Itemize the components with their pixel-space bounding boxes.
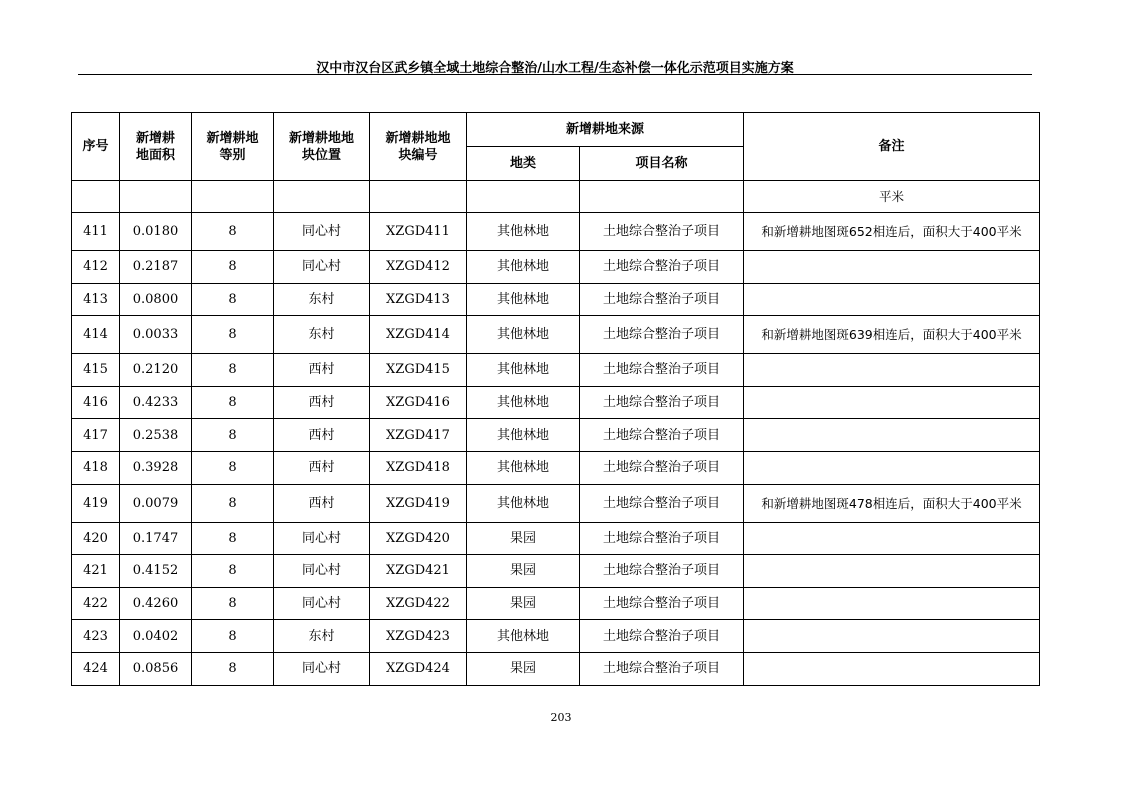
cell-location: 西村	[274, 419, 370, 452]
table-row	[72, 316, 1040, 354]
cell-grade: 8	[192, 620, 274, 653]
cell-grade: 8	[192, 451, 274, 484]
header-land-type: 地类	[467, 147, 580, 181]
cell-location: 同心村	[274, 587, 370, 620]
cell-project: 土地综合整治子项目	[580, 251, 744, 284]
cell-land-type: 其他林地	[467, 354, 580, 387]
table-row	[72, 283, 1040, 316]
cell-code: XZGD420	[370, 522, 467, 555]
cell-project: 土地综合整治子项目	[580, 283, 744, 316]
cell-grade: 8	[192, 386, 274, 419]
document-header-title: 汉中市汉台区武乡镇全域土地综合整治/山水工程/生态补偿一体化示范项目实施方案	[316, 61, 794, 76]
cell-grade: 8	[192, 652, 274, 685]
cell-land-type: 其他林地	[467, 283, 580, 316]
cell-area: 0.4152	[120, 555, 192, 588]
header-area: 新增耕地面积	[120, 113, 192, 181]
cell-land-type: 其他林地	[467, 251, 580, 284]
table-row	[72, 587, 1040, 620]
table-row	[72, 484, 1040, 522]
cell-project: 土地综合整治子项目	[580, 316, 744, 354]
cell-grade: 8	[192, 484, 274, 522]
cell-location: 西村	[274, 354, 370, 387]
cell-remark	[744, 419, 1040, 452]
cell-location: 西村	[274, 451, 370, 484]
cell-land-type: 果园	[467, 555, 580, 588]
cell-area: 0.0856	[120, 652, 192, 685]
cell-land-type: 其他林地	[467, 484, 580, 522]
table-row	[72, 451, 1040, 484]
cell-grade: 8	[192, 316, 274, 354]
cell-grade: 8	[192, 555, 274, 588]
cell-location: 同心村	[274, 213, 370, 251]
cell-remark	[744, 451, 1040, 484]
cell-remark	[744, 555, 1040, 588]
cell-land-type: 果园	[467, 587, 580, 620]
cell-project: 土地综合整治子项目	[580, 354, 744, 387]
cell-grade: 8	[192, 251, 274, 284]
cell-remark	[744, 620, 1040, 653]
cell-remark	[744, 522, 1040, 555]
cell-project: 土地综合整治子项目	[580, 419, 744, 452]
table-row	[72, 652, 1040, 685]
header-location: 新增耕地地块位置	[274, 113, 370, 181]
cell-location: 西村	[274, 484, 370, 522]
cell-location: 东村	[274, 620, 370, 653]
cell-seq: 418	[72, 451, 120, 484]
cell-project: 土地综合整治子项目	[580, 652, 744, 685]
cell-project: 土地综合整治子项目	[580, 451, 744, 484]
page-number: 203	[550, 711, 572, 724]
cell-location: 西村	[274, 386, 370, 419]
cell-code: XZGD424	[370, 652, 467, 685]
cell-seq: 424	[72, 652, 120, 685]
cell-project: 土地综合整治子项目	[580, 620, 744, 653]
cell-code: XZGD415	[370, 354, 467, 387]
cell-area: 0.0402	[120, 620, 192, 653]
cell-area: 0.1747	[120, 522, 192, 555]
table-row	[72, 555, 1040, 588]
cell-location: 东村	[274, 316, 370, 354]
cell-area: 0.0079	[120, 484, 192, 522]
cell-code: XZGD418	[370, 451, 467, 484]
cell-grade: 8	[192, 587, 274, 620]
cell-seq: 412	[72, 251, 120, 284]
cell-area: 0.2187	[120, 251, 192, 284]
cell-location: 东村	[274, 283, 370, 316]
cell-project: 土地综合整治子项目	[580, 213, 744, 251]
cell-seq: 423	[72, 620, 120, 653]
cell-land-type: 果园	[467, 652, 580, 685]
cell-code: XZGD422	[370, 587, 467, 620]
cell-land-type: 其他林地	[467, 316, 580, 354]
table-row	[72, 386, 1040, 419]
cell-seq: 417	[72, 419, 120, 452]
cell-grade: 8	[192, 213, 274, 251]
cell-area: 0.3928	[120, 451, 192, 484]
header-project-name: 项目名称	[580, 147, 744, 181]
table-row	[72, 522, 1040, 555]
cell-code: XZGD423	[370, 620, 467, 653]
cell-seq: 419	[72, 484, 120, 522]
cell-code: XZGD421	[370, 555, 467, 588]
cell-area: 0.4260	[120, 587, 192, 620]
cell-land-type: 其他林地	[467, 386, 580, 419]
cell-remark	[744, 283, 1040, 316]
cell-code: XZGD416	[370, 386, 467, 419]
cell-code: XZGD412	[370, 251, 467, 284]
cell-area: 0.0180	[120, 213, 192, 251]
cell-location: 同心村	[274, 652, 370, 685]
continued-remark: 平米	[744, 181, 1040, 213]
cell-seq: 414	[72, 316, 120, 354]
cell-grade: 8	[192, 522, 274, 555]
cell-remark	[744, 652, 1040, 685]
cell-seq: 411	[72, 213, 120, 251]
cell-remark	[744, 354, 1040, 387]
cell-remark	[744, 251, 1040, 284]
cell-project: 土地综合整治子项目	[580, 522, 744, 555]
table-row	[72, 213, 1040, 251]
cell-seq: 416	[72, 386, 120, 419]
table-row	[72, 251, 1040, 284]
cell-area: 0.2538	[120, 419, 192, 452]
table-row	[72, 419, 1040, 452]
cell-project: 土地综合整治子项目	[580, 555, 744, 588]
cell-code: XZGD414	[370, 316, 467, 354]
table-row-continued	[72, 181, 1040, 213]
header-code: 新增耕地地块编号	[370, 113, 467, 181]
cell-remark: 和新增耕地图斑652相连后，面积大于400平米	[744, 213, 1040, 251]
cell-grade: 8	[192, 283, 274, 316]
header-seq: 序号	[72, 113, 120, 181]
cell-grade: 8	[192, 419, 274, 452]
cell-location: 同心村	[274, 251, 370, 284]
cell-land-type: 果园	[467, 522, 580, 555]
cell-grade: 8	[192, 354, 274, 387]
cell-land-type: 其他林地	[467, 213, 580, 251]
cell-land-type: 其他林地	[467, 419, 580, 452]
header-grade: 新增耕地等别	[192, 113, 274, 181]
cell-remark	[744, 587, 1040, 620]
cell-seq: 415	[72, 354, 120, 387]
cell-code: XZGD417	[370, 419, 467, 452]
table-row	[72, 620, 1040, 653]
table-row	[72, 354, 1040, 387]
cell-seq: 413	[72, 283, 120, 316]
cell-project: 土地综合整治子项目	[580, 484, 744, 522]
cell-location: 同心村	[274, 555, 370, 588]
cell-code: XZGD413	[370, 283, 467, 316]
header-source: 新增耕地来源	[467, 113, 744, 147]
cell-seq: 421	[72, 555, 120, 588]
cell-remark: 和新增耕地图斑639相连后，面积大于400平米	[744, 316, 1040, 354]
cell-area: 0.0800	[120, 283, 192, 316]
cell-remark	[744, 386, 1040, 419]
cell-seq: 422	[72, 587, 120, 620]
cell-land-type: 其他林地	[467, 451, 580, 484]
cell-area: 0.2120	[120, 354, 192, 387]
cell-remark: 和新增耕地图斑478相连后，面积大于400平米	[744, 484, 1040, 522]
cell-area: 0.4233	[120, 386, 192, 419]
cell-code: XZGD411	[370, 213, 467, 251]
cell-area: 0.0033	[120, 316, 192, 354]
cell-project: 土地综合整治子项目	[580, 587, 744, 620]
cell-seq: 420	[72, 522, 120, 555]
cell-location: 同心村	[274, 522, 370, 555]
cell-code: XZGD419	[370, 484, 467, 522]
cell-project: 土地综合整治子项目	[580, 386, 744, 419]
cell-land-type: 其他林地	[467, 620, 580, 653]
header-divider	[78, 74, 1032, 75]
land-table	[71, 112, 1040, 686]
header-remark: 备注	[744, 113, 1040, 181]
